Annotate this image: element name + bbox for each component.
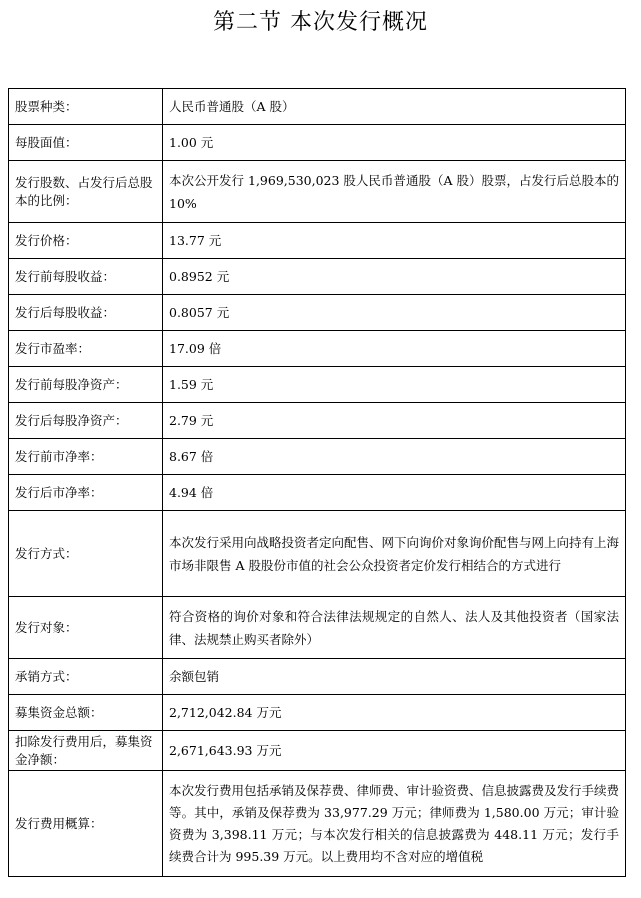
row-label: 发行后市净率： <box>9 475 163 511</box>
row-value: 符合资格的询价对象和符合法律法规规定的自然人、法人及其他投资者（国家法律、法规禁止购买者除外） <box>163 597 626 659</box>
row-value: 17.09 倍 <box>163 331 626 367</box>
table-row <box>9 659 626 695</box>
row-value: 0.8952 元 <box>163 259 626 295</box>
row-value: 本次发行采用向战略投资者定向配售、网下向询价对象询价配售与网上向持有上海市场非限售 A 股股份市值的社会公众投资者定价发行相结合的方式进行 <box>163 511 626 597</box>
table-row <box>9 331 626 367</box>
row-value: 1.00 元 <box>163 125 626 161</box>
row-value: 13.77 元 <box>163 223 626 259</box>
row-label: 承销方式： <box>9 659 163 695</box>
row-value: 1.59 元 <box>163 367 626 403</box>
table-row <box>9 125 626 161</box>
table-row <box>9 295 626 331</box>
table-row <box>9 223 626 259</box>
page-title: 第二节 本次发行概况 <box>213 10 428 35</box>
table-row <box>9 475 626 511</box>
row-label: 募集资金总额： <box>9 695 163 731</box>
table-row <box>9 771 626 877</box>
row-value: 2,712,042.84 万元 <box>163 695 626 731</box>
row-value: 余额包销 <box>163 659 626 695</box>
table-row <box>9 367 626 403</box>
row-label: 发行后每股收益： <box>9 295 163 331</box>
row-label: 发行后每股净资产： <box>9 403 163 439</box>
row-label: 发行前市净率： <box>9 439 163 475</box>
row-label: 扣除发行费用后，募集资金净额： <box>9 731 163 771</box>
row-value: 2.79 元 <box>163 403 626 439</box>
row-label: 发行价格： <box>9 223 163 259</box>
table-row <box>9 259 626 295</box>
table-row <box>9 439 626 475</box>
row-value: 本次公开发行 1,969,530,023 股人民币普通股（A 股）股票，占发行后总股本的 10% <box>163 161 626 223</box>
table-row <box>9 403 626 439</box>
row-label: 发行市盈率： <box>9 331 163 367</box>
table-row <box>9 161 626 223</box>
row-label: 每股面值： <box>9 125 163 161</box>
row-value: 4.94 倍 <box>163 475 626 511</box>
table-row <box>9 511 626 597</box>
row-label: 发行前每股净资产： <box>9 367 163 403</box>
row-value: 人民币普通股（A 股） <box>163 89 626 125</box>
table-row <box>9 597 626 659</box>
table-row <box>9 731 626 771</box>
row-label: 发行前每股收益： <box>9 259 163 295</box>
row-label: 股票种类： <box>9 89 163 125</box>
row-value: 本次发行费用包括承销及保荐费、律师费、审计验资费、信息披露费及发行手续费等。其中，承销及保荐费为 33,977.29 万元；律师费为 1,580.00 万元；审计验资费为 3,398.11 万元；与本次发行相关的信息披露费为 448.11 万元；发行手续费合计为 995.39 万元。以上费用均不含对应的增值税 <box>163 771 626 877</box>
offering-summary-table <box>8 88 626 877</box>
row-value: 8.67 倍 <box>163 439 626 475</box>
row-label: 发行方式： <box>9 511 163 597</box>
table-row <box>9 695 626 731</box>
table-row <box>9 89 626 125</box>
row-label: 发行对象： <box>9 597 163 659</box>
row-label: 发行费用概算： <box>9 771 163 877</box>
row-value: 2,671,643.93 万元 <box>163 731 626 771</box>
row-label: 发行股数、占发行后总股本的比例： <box>9 161 163 223</box>
row-value: 0.8057 元 <box>163 295 626 331</box>
